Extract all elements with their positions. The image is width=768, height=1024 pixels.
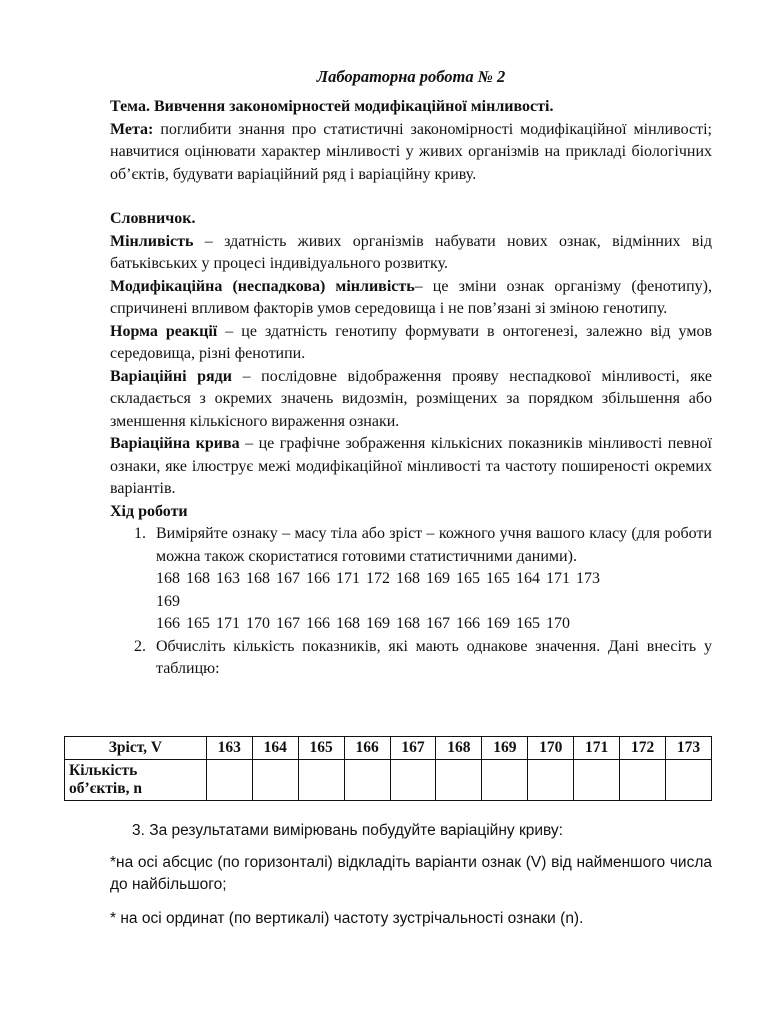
- table-row: [65, 737, 712, 760]
- table-cell: 166: [344, 737, 390, 760]
- step-item: [134, 636, 712, 681]
- glossary-item: [110, 366, 712, 434]
- table-header-count: Кількість об’єктів, n: [65, 760, 207, 801]
- glossary-item: [110, 433, 712, 501]
- document-body: [110, 66, 712, 681]
- table-cell: 167: [390, 737, 436, 760]
- table-cell-empty[interactable]: [574, 760, 620, 801]
- theme-line: Тема. Вивчення закономірностей модифікаційної мінливості.: [110, 98, 554, 115]
- table-cell: 164: [252, 737, 298, 760]
- note-abscissa: *на осі абсцис (по горизонталі) відкладіть варіанти ознак (V) від найменшого числа до найбільшого;: [110, 854, 712, 893]
- step-3-text: 3. За результатами вимірювань побудуйте варіаційну криву:: [132, 822, 563, 839]
- frequency-table: [64, 736, 712, 801]
- table-cell: 169: [482, 737, 528, 760]
- glossary-item: [110, 276, 712, 321]
- step-number: 1.: [134, 525, 146, 542]
- glossary-def: – послідовне відображення прояву неспадкової мінливості, яке складається з окремих значень видозмін, розміщених за порядком збільшення або зменшення кількісного вираження ознаки.: [110, 367, 712, 430]
- measurements-line: 169: [156, 592, 180, 610]
- goal-text: поглибити знання про статистичні закономірності модифікаційної мінливості; навчитися оцінювати характер мінливості у живих організмів на прикладі біологічних об’єктів, будувати варіаційний ряд і варіаційну криву.: [110, 120, 712, 183]
- procedure-title: Хід роботи: [110, 502, 188, 520]
- glossary-term: Варіаційна крива: [110, 435, 240, 452]
- table-cell-empty[interactable]: [390, 760, 436, 801]
- table-cell: 168: [436, 737, 482, 760]
- steps-list: [134, 523, 712, 681]
- glossary-term: Мінливість: [110, 232, 194, 250]
- step-number: 2.: [134, 637, 146, 655]
- table-cell: 170: [528, 737, 574, 760]
- table-cell-empty[interactable]: [436, 760, 482, 801]
- goal-label: Мета:: [110, 120, 154, 138]
- measurements-line: 166 165 171 170 167 166 168 169 168 167 166 169 165 170: [156, 615, 570, 632]
- step-text: Виміряйте ознаку – масу тіла або зріст – кожного учня вашого класу (для роботи можна також скористатися готовими статистичними даними).: [156, 525, 712, 565]
- table-cell-empty[interactable]: [298, 760, 344, 801]
- measurements-line: 168 168 163 168 167 166 171 172 168 169 165 165 164 171 173: [156, 570, 600, 587]
- table-header-height: Зріст, V: [65, 737, 207, 760]
- table-cell-empty[interactable]: [344, 760, 390, 801]
- glossary-def: – здатність живих організмів набувати нових ознак, відмінних від батьківських у процесі індивідуального розвитку.: [110, 232, 712, 272]
- table-cell-empty[interactable]: [528, 760, 574, 801]
- glossary-def: – це здатність генотипу формувати в онтогенезі, залежно від умов середовища, різні фенотипи.: [110, 322, 713, 362]
- table-cell-empty[interactable]: [206, 760, 252, 801]
- glossary-item: [110, 231, 712, 276]
- table-row: [65, 760, 712, 801]
- step-item: [134, 523, 712, 636]
- table-cell-empty[interactable]: [666, 760, 712, 801]
- glossary-def: – це зміни ознак організму (фенотипу), спричинені впливом факторів умов середовища і не пов’язані зі зміною генотипу.: [110, 277, 712, 317]
- goal-paragraph: [110, 119, 712, 187]
- table-cell-empty[interactable]: [482, 760, 528, 801]
- table-cell: 163: [206, 737, 252, 760]
- glossary-term: Варіаційні ряди: [110, 367, 232, 385]
- table-cell: 165: [298, 737, 344, 760]
- table-cell: 172: [620, 737, 666, 760]
- table-cell: 171: [574, 737, 620, 760]
- table-cell: 173: [666, 737, 712, 760]
- table-cell-empty[interactable]: [620, 760, 666, 801]
- page-title: Лабораторна робота № 2: [316, 67, 506, 86]
- glossary-term: Модифікаційна (неспадкова) мінливість: [110, 277, 415, 295]
- table-cell-empty[interactable]: [252, 760, 298, 801]
- glossary-def: – це графічне зображення кількісних показників мінливості певної ознаки, яке ілюструє межі модифікаційної мінливості та частоту поширеності окремих варіантів.: [110, 435, 712, 497]
- glossary-title: Словничок.: [110, 210, 196, 227]
- glossary-term: Норма реакції: [110, 322, 218, 340]
- step-text: Обчисліть кількість показників, які мають однакове значення. Дані внесіть у таблицю:: [156, 637, 712, 677]
- note-ordinate: * на осі ординат (по вертикалі) частоту зустрічальності ознаки (n).: [110, 910, 584, 927]
- glossary-item: [110, 321, 712, 366]
